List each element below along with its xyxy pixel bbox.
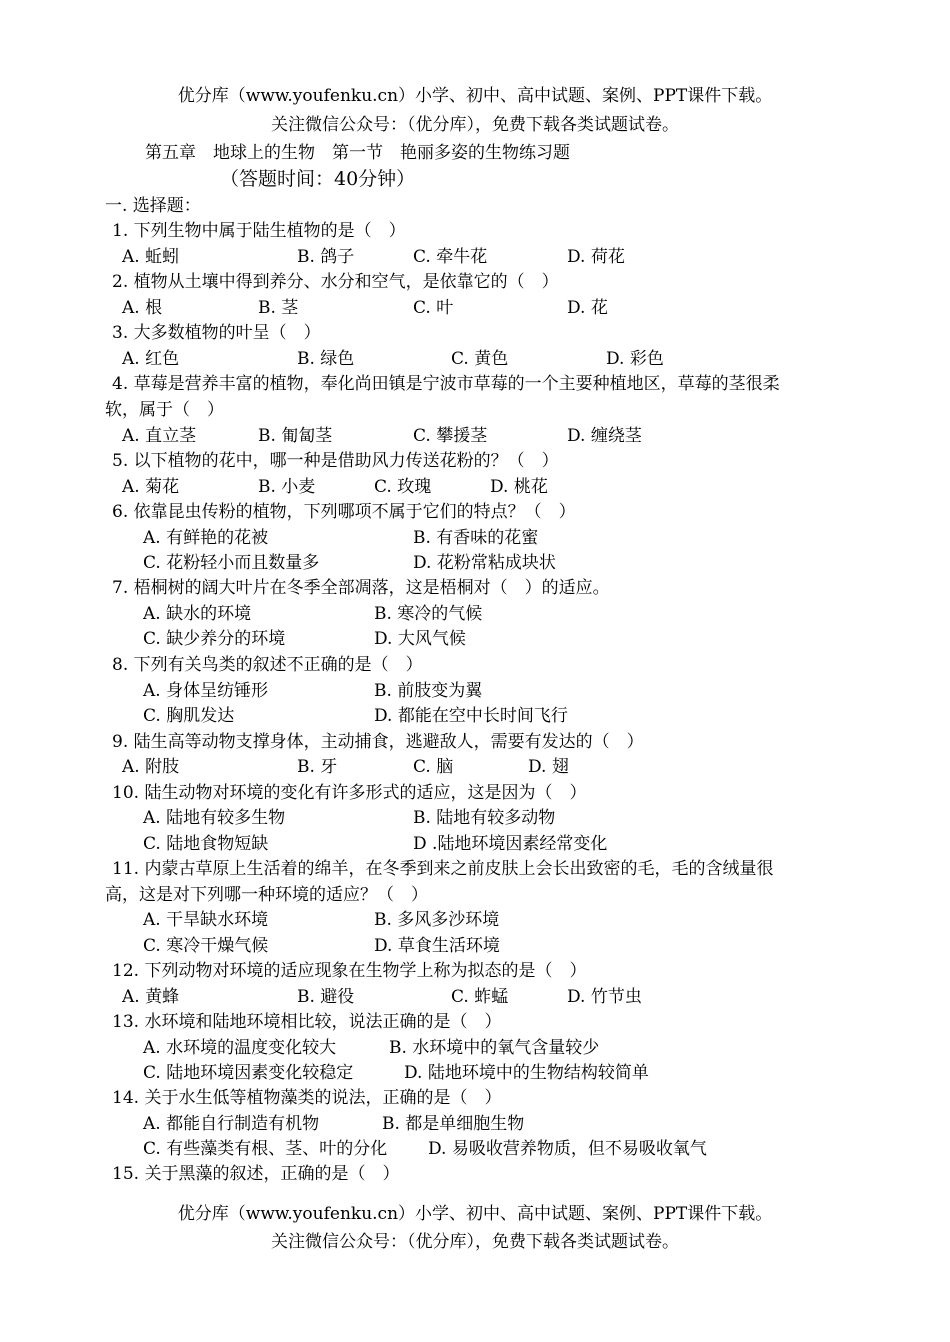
question-stem: 9. 陆生高等动物支撑身体，主动捕食，逃避敌人，需要有发达的（ ） [112, 732, 644, 752]
question-stem: 2. 植物从土壤中得到养分、水分和空气，是依靠它的（ ） [112, 272, 559, 292]
option-a: A. 陆地有较多生物 [143, 808, 286, 828]
option-d: D. 大风气候 [374, 629, 466, 649]
option-b: B. 茎 [258, 298, 299, 318]
option-a: A. 水环境的温度变化较大 [143, 1038, 337, 1058]
option-a: A. 菊花 [122, 477, 180, 497]
option-b: B. 寒冷的气候 [374, 604, 483, 624]
option-b: B. 匍匐茎 [258, 426, 333, 446]
option-d: D. 缠绕茎 [567, 426, 642, 446]
option-d: D. 桃花 [490, 477, 548, 497]
page-title: 第五章 地球上的生物 第一节 艳丽多姿的生物练习题 [145, 143, 570, 163]
option-d: D. 草食生活环境 [374, 936, 500, 956]
option-d: D. 彩色 [606, 349, 664, 369]
option-c: C. 缺少养分的环境 [143, 629, 286, 649]
option-a: A. 黄蜂 [122, 987, 180, 1007]
option-c: C. 蚱蜢 [451, 987, 509, 1007]
option-b: B. 陆地有较多动物 [413, 808, 556, 828]
option-c: C. 玫瑰 [374, 477, 432, 497]
option-d: D. 竹节虫 [567, 987, 642, 1007]
footer-line-1: 优分库（www.youfenku.cn）小学、初中、高中试题、案例、PPT课件下载。 [177, 1204, 773, 1224]
question-stem: 11. 内蒙古草原上生活着的绵羊，在冬季到来之前皮肤上会长出致密的毛，毛的含绒量很 [112, 859, 774, 879]
header-line-2: 关注微信公众号：（优分库），免费下载各类试题试卷。 [271, 115, 679, 135]
option-a: A. 缺水的环境 [143, 604, 252, 624]
option-a: A. 身体呈纺锤形 [143, 681, 269, 701]
question-stem: 6. 依靠昆虫传粉的植物，下列哪项不属于它们的特点？（ ） [112, 502, 576, 522]
option-c: C. 叶 [413, 298, 454, 318]
option-a: A. 蚯蚓 [122, 247, 180, 267]
question-stem-cont: 软，属于（ ） [105, 400, 224, 420]
option-a: A. 干旱缺水环境 [143, 910, 269, 930]
option-d: D .陆地环境因素经常变化 [413, 834, 608, 854]
option-b: B. 小麦 [258, 477, 316, 497]
option-c: C. 牵牛花 [413, 247, 488, 267]
question-stem: 13. 水环境和陆地环境相比较，说法正确的是（ ） [112, 1012, 502, 1032]
option-c: C. 花粉轻小而且数量多 [143, 553, 320, 573]
option-c: C. 陆地食物短缺 [143, 834, 269, 854]
option-a: A. 直立茎 [122, 426, 197, 446]
question-stem: 8. 下列有关鸟类的叙述不正确的是（ ） [112, 655, 423, 675]
question-stem: 5. 以下植物的花中，哪一种是借助风力传送花粉的？（ ） [112, 451, 559, 471]
option-c: C. 陆地环境因素变化较稳定 [143, 1063, 354, 1083]
question-stem: 10. 陆生动物对环境的变化有许多形式的适应，这是因为（ ） [112, 783, 587, 803]
option-c: C. 胸肌发达 [143, 706, 235, 726]
option-b: B. 水环境中的氧气含量较少 [389, 1038, 600, 1058]
option-c: C. 有些藻类有根、茎、叶的分化 [143, 1139, 388, 1159]
option-a: A. 附肢 [122, 757, 180, 777]
question-stem: 15. 关于黑藻的叙述，正确的是（ ） [112, 1164, 400, 1184]
option-d: D. 花 [567, 298, 608, 318]
option-b: B. 绿色 [297, 349, 355, 369]
footer-line-2: 关注微信公众号：（优分库），免费下载各类试题试卷。 [271, 1232, 679, 1252]
question-stem: 3. 大多数植物的叶呈（ ） [112, 323, 321, 343]
header-line-1: 优分库（www.youfenku.cn）小学、初中、高中试题、案例、PPT课件下载。 [177, 86, 773, 106]
option-b: B. 避役 [297, 987, 355, 1007]
option-a: A. 根 [122, 298, 163, 318]
question-stem: 12. 下列动物对环境的适应现象在生物学上称为拟态的是（ ） [112, 961, 587, 981]
question-stem-cont: 高，这是对下列哪一种环境的适应？（ ） [105, 885, 428, 905]
option-b: B. 都是单细胞生物 [382, 1114, 525, 1134]
option-a: A. 都能自行制造有机物 [143, 1114, 320, 1134]
option-b: B. 牙 [297, 757, 338, 777]
option-b: B. 多风多沙环境 [374, 910, 500, 930]
option-d: D. 都能在空中长时间飞行 [374, 706, 568, 726]
question-stem: 4. 草莓是营养丰富的植物，奉化尚田镇是宁波市草莓的一个主要种植地区，草莓的茎很柔 [112, 374, 780, 394]
option-a: A. 有鲜艳的花被 [143, 528, 269, 548]
option-b: B. 有香味的花蜜 [413, 528, 539, 548]
option-d: D. 易吸收营养物质，但不易吸收氧气 [428, 1139, 707, 1159]
option-b: B. 前肢变为翼 [374, 681, 483, 701]
option-a: A. 红色 [122, 349, 180, 369]
option-d: D. 花粉常粘成块状 [413, 553, 556, 573]
question-stem: 7. 梧桐树的阔大叶片在冬季全部凋落，这是梧桐对（ ）的适应。 [112, 578, 610, 598]
option-d: D. 荷花 [567, 247, 625, 267]
option-d: D. 翅 [528, 757, 569, 777]
option-b: B. 鸽子 [297, 247, 355, 267]
option-c: C. 攀援茎 [413, 426, 488, 446]
option-c: C. 寒冷干燥气候 [143, 936, 269, 956]
question-stem: 1. 下列生物中属于陆生植物的是（ ） [112, 221, 406, 241]
option-c: C. 脑 [413, 757, 454, 777]
option-d: D. 陆地环境中的生物结构较简单 [404, 1063, 649, 1083]
section-heading: 一. 选择题： [105, 196, 201, 216]
option-c: C. 黄色 [451, 349, 509, 369]
answer-time: （答题时间：40分钟） [220, 168, 416, 190]
question-stem: 14. 关于水生低等植物藻类的说法，正确的是（ ） [112, 1088, 502, 1108]
